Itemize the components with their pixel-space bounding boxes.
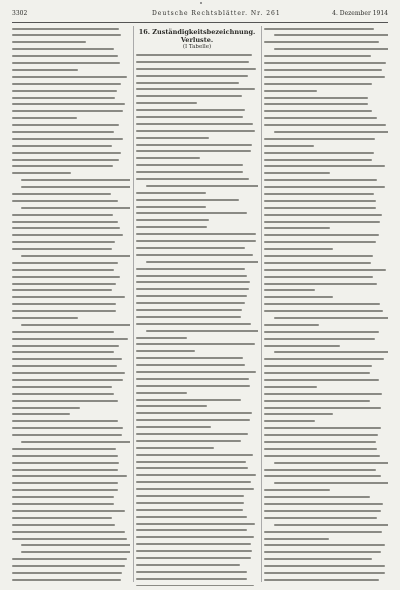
text-line bbox=[12, 331, 130, 336]
print-mark bbox=[200, 2, 202, 4]
text-line bbox=[136, 461, 258, 466]
text-line bbox=[136, 447, 258, 452]
text-line bbox=[264, 83, 388, 88]
text-line bbox=[264, 524, 388, 529]
text-line bbox=[264, 172, 388, 177]
text-line bbox=[264, 117, 388, 122]
text-line bbox=[264, 489, 388, 494]
column-divider bbox=[261, 26, 262, 582]
text-line bbox=[136, 412, 258, 417]
text-line bbox=[12, 234, 130, 239]
text-line bbox=[136, 557, 258, 562]
text-line bbox=[12, 503, 130, 508]
text-line bbox=[264, 69, 388, 74]
text-line bbox=[136, 212, 258, 217]
text-line bbox=[136, 309, 258, 314]
text-column-left bbox=[12, 26, 130, 586]
text-line bbox=[264, 351, 388, 356]
text-line bbox=[136, 550, 258, 555]
text-line bbox=[12, 165, 130, 170]
text-line bbox=[12, 489, 130, 494]
text-line bbox=[136, 385, 258, 390]
text-line bbox=[12, 579, 130, 584]
text-line bbox=[264, 420, 388, 425]
text-line bbox=[264, 248, 388, 253]
text-line bbox=[12, 296, 130, 301]
text-line bbox=[136, 95, 258, 100]
text-line bbox=[136, 54, 258, 59]
text-line bbox=[264, 283, 388, 288]
text-line bbox=[136, 137, 258, 142]
text-line bbox=[264, 455, 388, 460]
text-line bbox=[264, 62, 388, 67]
text-line bbox=[264, 386, 388, 391]
text-line bbox=[12, 152, 130, 157]
text-line bbox=[12, 310, 130, 315]
text-line bbox=[12, 207, 130, 212]
text-line bbox=[12, 572, 130, 577]
text-line bbox=[136, 178, 258, 183]
text-line bbox=[136, 150, 258, 155]
text-line bbox=[136, 192, 258, 197]
text-line bbox=[136, 261, 258, 266]
text-line bbox=[136, 123, 258, 128]
text-line bbox=[264, 558, 388, 563]
text-line bbox=[264, 538, 388, 543]
text-lines bbox=[264, 28, 388, 586]
text-line bbox=[264, 145, 388, 150]
text-line bbox=[136, 405, 258, 410]
text-line bbox=[136, 254, 258, 259]
text-line bbox=[264, 482, 388, 487]
text-line bbox=[136, 219, 258, 224]
text-column-right bbox=[264, 26, 388, 586]
text-line bbox=[264, 207, 388, 212]
text-line bbox=[264, 503, 388, 508]
text-line bbox=[12, 55, 130, 60]
text-line bbox=[264, 303, 388, 308]
text-line bbox=[12, 131, 130, 136]
text-line bbox=[136, 295, 258, 300]
text-line bbox=[12, 393, 130, 398]
text-line bbox=[12, 441, 130, 446]
text-line bbox=[12, 48, 130, 53]
text-line bbox=[264, 138, 388, 143]
text-line bbox=[136, 454, 258, 459]
text-line bbox=[136, 302, 258, 307]
text-line bbox=[136, 206, 258, 211]
text-line bbox=[12, 386, 130, 391]
text-line bbox=[136, 240, 258, 245]
text-line bbox=[12, 496, 130, 501]
text-line bbox=[12, 544, 130, 549]
text-line bbox=[136, 371, 258, 376]
text-line bbox=[12, 103, 130, 108]
text-line bbox=[264, 296, 388, 301]
text-line bbox=[136, 68, 258, 73]
text-line bbox=[264, 365, 388, 370]
text-line bbox=[264, 200, 388, 205]
text-line bbox=[12, 379, 130, 384]
text-line bbox=[12, 186, 130, 191]
text-lines bbox=[136, 54, 258, 586]
text-line bbox=[12, 193, 130, 198]
text-line bbox=[264, 186, 388, 191]
text-line bbox=[12, 276, 130, 281]
text-line bbox=[264, 345, 388, 350]
text-line bbox=[264, 475, 388, 480]
text-line bbox=[12, 338, 130, 343]
text-line bbox=[136, 61, 258, 66]
text-line bbox=[136, 233, 258, 238]
text-line bbox=[12, 179, 130, 184]
text-line bbox=[264, 544, 388, 549]
text-line bbox=[264, 214, 388, 219]
text-line bbox=[12, 145, 130, 150]
text-line bbox=[12, 28, 130, 33]
page-number: 3302 bbox=[12, 10, 28, 17]
text-line bbox=[136, 75, 258, 80]
text-line bbox=[12, 462, 130, 467]
text-line bbox=[12, 69, 130, 74]
page-header bbox=[12, 8, 388, 20]
text-line bbox=[136, 88, 258, 93]
text-line bbox=[136, 144, 258, 149]
text-line bbox=[12, 221, 130, 226]
text-line bbox=[136, 433, 258, 438]
text-line bbox=[136, 502, 258, 507]
text-line bbox=[264, 324, 388, 329]
text-line bbox=[12, 551, 130, 556]
text-line bbox=[264, 234, 388, 239]
text-line bbox=[12, 434, 130, 439]
text-line bbox=[12, 172, 130, 177]
text-line bbox=[264, 510, 388, 515]
text-line bbox=[136, 185, 258, 190]
text-line bbox=[264, 531, 388, 536]
text-line bbox=[12, 427, 130, 432]
text-line bbox=[264, 358, 388, 363]
column-divider bbox=[133, 26, 134, 582]
text-line bbox=[12, 41, 130, 46]
text-line bbox=[264, 579, 388, 584]
text-line bbox=[264, 331, 388, 336]
text-line bbox=[12, 83, 130, 88]
text-line bbox=[136, 509, 258, 514]
text-line bbox=[136, 516, 258, 521]
text-line bbox=[264, 413, 388, 418]
text-line bbox=[264, 124, 388, 129]
text-line bbox=[12, 269, 130, 274]
text-line bbox=[12, 524, 130, 529]
text-line bbox=[12, 448, 130, 453]
text-line bbox=[12, 76, 130, 81]
text-line bbox=[12, 558, 130, 563]
text-line bbox=[12, 303, 130, 308]
text-line bbox=[12, 510, 130, 515]
text-line bbox=[12, 372, 130, 377]
text-line bbox=[136, 330, 258, 335]
text-line bbox=[12, 365, 130, 370]
text-line bbox=[264, 103, 388, 108]
text-line bbox=[136, 281, 258, 286]
text-line bbox=[264, 407, 388, 412]
text-line bbox=[136, 109, 258, 114]
text-line bbox=[136, 392, 258, 397]
header-rule bbox=[12, 22, 388, 23]
text-line bbox=[12, 90, 130, 95]
text-line bbox=[136, 571, 258, 576]
text-line bbox=[264, 572, 388, 577]
text-line bbox=[136, 495, 258, 500]
text-line bbox=[136, 350, 258, 355]
text-line bbox=[12, 283, 130, 288]
text-line bbox=[12, 124, 130, 129]
text-line bbox=[136, 419, 258, 424]
text-line bbox=[12, 531, 130, 536]
text-line bbox=[12, 117, 130, 122]
page-title: Deutsche Rechtsblätter. Nr. 261 bbox=[152, 10, 281, 17]
text-line bbox=[12, 262, 130, 267]
text-line bbox=[136, 268, 258, 273]
text-line bbox=[136, 399, 258, 404]
text-line bbox=[12, 482, 130, 487]
text-line bbox=[264, 276, 388, 281]
text-line bbox=[136, 157, 258, 162]
text-line bbox=[12, 565, 130, 570]
text-line bbox=[136, 199, 258, 204]
text-line bbox=[136, 116, 258, 121]
text-line bbox=[136, 426, 258, 431]
text-lines bbox=[12, 28, 130, 586]
text-line bbox=[264, 262, 388, 267]
text-line bbox=[12, 400, 130, 405]
text-line bbox=[12, 97, 130, 102]
text-line bbox=[264, 372, 388, 377]
text-line bbox=[136, 102, 258, 107]
text-line bbox=[264, 289, 388, 294]
text-line bbox=[136, 529, 258, 534]
text-line bbox=[264, 152, 388, 157]
text-line bbox=[264, 448, 388, 453]
text-line bbox=[264, 255, 388, 260]
text-line bbox=[136, 585, 258, 586]
text-line bbox=[136, 440, 258, 445]
section-subtitle: (I Tabelle) bbox=[182, 44, 212, 50]
text-line bbox=[264, 379, 388, 384]
text-line bbox=[264, 28, 388, 33]
text-line bbox=[12, 34, 130, 39]
text-line bbox=[136, 378, 258, 383]
text-line bbox=[264, 496, 388, 501]
text-line bbox=[12, 62, 130, 67]
text-line bbox=[12, 159, 130, 164]
text-line bbox=[264, 131, 388, 136]
text-line bbox=[12, 517, 130, 522]
text-line bbox=[264, 338, 388, 343]
text-line bbox=[264, 55, 388, 60]
text-line bbox=[264, 48, 388, 53]
text-line bbox=[12, 138, 130, 143]
text-line bbox=[264, 310, 388, 315]
text-line bbox=[136, 130, 258, 135]
text-line bbox=[264, 400, 388, 405]
text-line bbox=[136, 343, 258, 348]
text-line bbox=[12, 324, 130, 329]
text-line bbox=[136, 275, 258, 280]
text-line bbox=[136, 481, 258, 486]
text-line bbox=[12, 227, 130, 232]
text-line bbox=[136, 357, 258, 362]
text-line bbox=[264, 76, 388, 81]
text-line bbox=[264, 317, 388, 322]
text-line bbox=[12, 455, 130, 460]
text-line bbox=[136, 364, 258, 369]
text-column-middle bbox=[136, 26, 258, 586]
text-line bbox=[12, 420, 130, 425]
text-line bbox=[136, 171, 258, 176]
text-line bbox=[264, 34, 388, 39]
text-line bbox=[264, 179, 388, 184]
text-line bbox=[136, 82, 258, 87]
text-line bbox=[136, 316, 258, 321]
text-line bbox=[136, 488, 258, 493]
text-line bbox=[264, 441, 388, 446]
page-date: 4. Dezember 1914 bbox=[332, 10, 388, 17]
section-title: 16. Zuständigkeitsbezeichnung. Verluste. bbox=[138, 28, 256, 44]
text-line bbox=[136, 288, 258, 293]
text-line bbox=[12, 345, 130, 350]
text-line bbox=[264, 165, 388, 170]
text-line bbox=[264, 41, 388, 46]
text-line bbox=[264, 517, 388, 522]
text-line bbox=[136, 536, 258, 541]
text-line bbox=[264, 462, 388, 467]
text-line bbox=[12, 407, 130, 412]
text-line bbox=[12, 317, 130, 322]
text-line bbox=[12, 110, 130, 115]
text-line bbox=[264, 241, 388, 246]
text-line bbox=[12, 475, 130, 480]
text-line bbox=[12, 200, 130, 205]
text-line bbox=[12, 358, 130, 363]
text-line bbox=[264, 221, 388, 226]
text-line bbox=[136, 323, 258, 328]
text-line bbox=[12, 289, 130, 294]
text-line bbox=[136, 523, 258, 528]
text-line bbox=[136, 247, 258, 252]
text-line bbox=[12, 214, 130, 219]
text-line bbox=[12, 241, 130, 246]
text-line bbox=[136, 474, 258, 479]
text-line bbox=[264, 565, 388, 570]
text-line bbox=[264, 193, 388, 198]
text-line bbox=[12, 538, 130, 543]
text-line bbox=[12, 255, 130, 260]
text-line bbox=[12, 469, 130, 474]
text-line bbox=[136, 164, 258, 169]
text-line bbox=[12, 248, 130, 253]
text-line bbox=[12, 351, 130, 356]
text-line bbox=[136, 543, 258, 548]
text-line bbox=[264, 551, 388, 556]
text-line bbox=[264, 427, 388, 432]
text-line bbox=[136, 226, 258, 231]
text-line bbox=[136, 578, 258, 583]
text-line bbox=[264, 434, 388, 439]
text-line bbox=[136, 337, 258, 342]
text-line bbox=[136, 467, 258, 472]
text-line bbox=[264, 90, 388, 95]
text-line bbox=[264, 469, 388, 474]
text-line bbox=[136, 564, 258, 569]
text-line bbox=[264, 159, 388, 164]
text-line bbox=[264, 227, 388, 232]
text-line bbox=[12, 413, 130, 418]
text-line bbox=[264, 269, 388, 274]
text-line bbox=[264, 97, 388, 102]
text-line bbox=[264, 393, 388, 398]
text-line bbox=[264, 110, 388, 115]
